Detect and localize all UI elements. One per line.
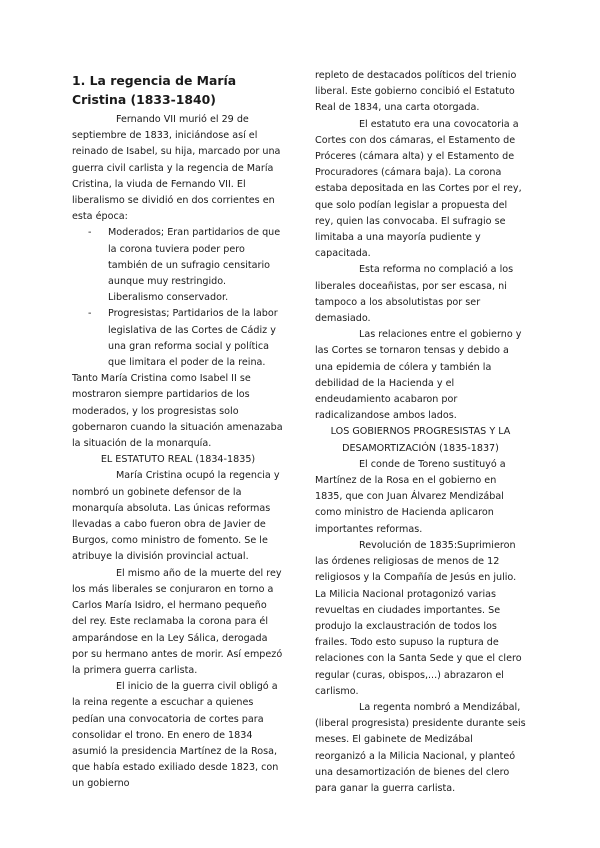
list-item	[72, 306, 284, 371]
left-column	[72, 68, 284, 793]
paragraph: Tanto María Cristina como Isabel II se mostraron siempre partidarios de los moderados, y los progresistas solo gobernaron cuando la situación amenazaba la situación de la monarquía.	[72, 373, 283, 450]
paragraph: Esta reforma no complació a los liberales doceañistas, por ser escasa, ni tampoco a los absolutistas por ser demasiado.	[315, 264, 514, 325]
paragraph: El mismo año de la muerte del rey los más liberales se conjuraron en torno a Carlos María Isidro, el hermano pequeño del rey. Este reclamaba la corona para él amparándose en la Ley Sálica, derogada por su hermano antes de morir. Así empezó la primera guerra carlista.	[72, 567, 283, 676]
subsection-heading: EL ESTATUTO REAL (1834-1835)	[100, 454, 256, 466]
paragraph: repleto de destacados políticos del trienio liberal. Este gobierno concibió el Estatuto Real de 1834, una carta otorgada.	[315, 70, 517, 114]
paragraph: María Cristina ocupó la regencia y nombró un gobinete defensor de la monarquía absoluta. Las únicas reformas llevadas a cabo fueron obra de Javier de Burgos, como ministro de fomento. Se le atribuye la división provincial actual.	[72, 470, 280, 563]
subsection-heading: LOS GOBIERNOS PROGRESISTAS Y LA DESAMORTIZACIÓN (1835-1837)	[330, 426, 511, 454]
section-title: 1. La regencia de María Cristina (1833-1840)	[72, 73, 237, 107]
right-column	[315, 68, 526, 797]
paragraph: El inicio de la guerra civil obligó a la reina regente a escuchar a quienes pedían una convocatoria de cortes para consolidar el trono. En enero de 1834 asumió la presidencia Martínez de la Rosa, que había estado exiliado desde 1823, con un gobierno	[72, 681, 279, 790]
list-item-text: Progresistas; Partidarios de la labor legislativa de las Cortes de Cádiz y una gran reforma social y política que limitara el poder de la reina.	[108, 308, 278, 369]
bullet-dash: -	[88, 308, 92, 320]
paragraph: El estatuto era una covocatoria a Cortes con dos cámaras, el Estamento de Próceres (cámara alta) y el Estamento de Procuradores (cámara baja). La corona estaba depositada en las Cortes por el rey, que solo podían legislar a propuesta del rey, quien las convocaba. El sufragio se limitaba a una mayoría pudiente y capacitada.	[315, 118, 522, 260]
list-item	[72, 225, 284, 306]
paragraph: La regenta nombró a Mendizábal, (liberal progresista) presidente durante seis meses. El gabinete de Medizábal reorganizó a la Milicia Nacional, y planteó una desamortización de bienes del clero para ganar la guerra carlista.	[315, 701, 526, 794]
bullet-dash: -	[88, 227, 92, 239]
paragraph: El conde de Toreno sustituyó a Martínez de la Rosa en el gobierno en 1835, que con Juan Álvarez Mendizábal como ministro de Hacienda aplicaron importantes reformas.	[315, 458, 506, 535]
paragraph: Las relaciones entre el gobierno y las Cortes se tornaron tensas y debido a una epidemia de cólera y también la debilidad de la Hacienda y el endeudamiento acabaron por radicalizandose ambos lados.	[315, 329, 522, 422]
liberalism-currents-list	[72, 225, 284, 371]
paragraph: Revolución de 1835:Suprimieron las órdenes religiosas de menos de 12 religiosos y la Compañía de Jesús en julio. La Milicia Nacional protagonizó varias revueltas en ciudades importantes. Se produjo la exclaustración de todos los frailes. Todo esto supuso la ruptura de relaciones con la Santa Sede y que el clero regular (curas, obispos,...) abrazaron el carlismo.	[315, 539, 522, 697]
list-item-text: Moderados; Eran partidarios de que la corona tuviera poder pero también de un sufragio censitario aunque muy restringido. Liberalismo conservador.	[108, 227, 281, 304]
intro-paragraph: Fernando VII murió el 29 de septiembre de 1833, iniciándose así el reinado de Isabel, su hija, marcado por una guerra civil carlista y la regencia de María Cristina, la viuda de Fernando VII. El liberalismo se dividió en dos corrientes en esta época:	[72, 114, 281, 223]
